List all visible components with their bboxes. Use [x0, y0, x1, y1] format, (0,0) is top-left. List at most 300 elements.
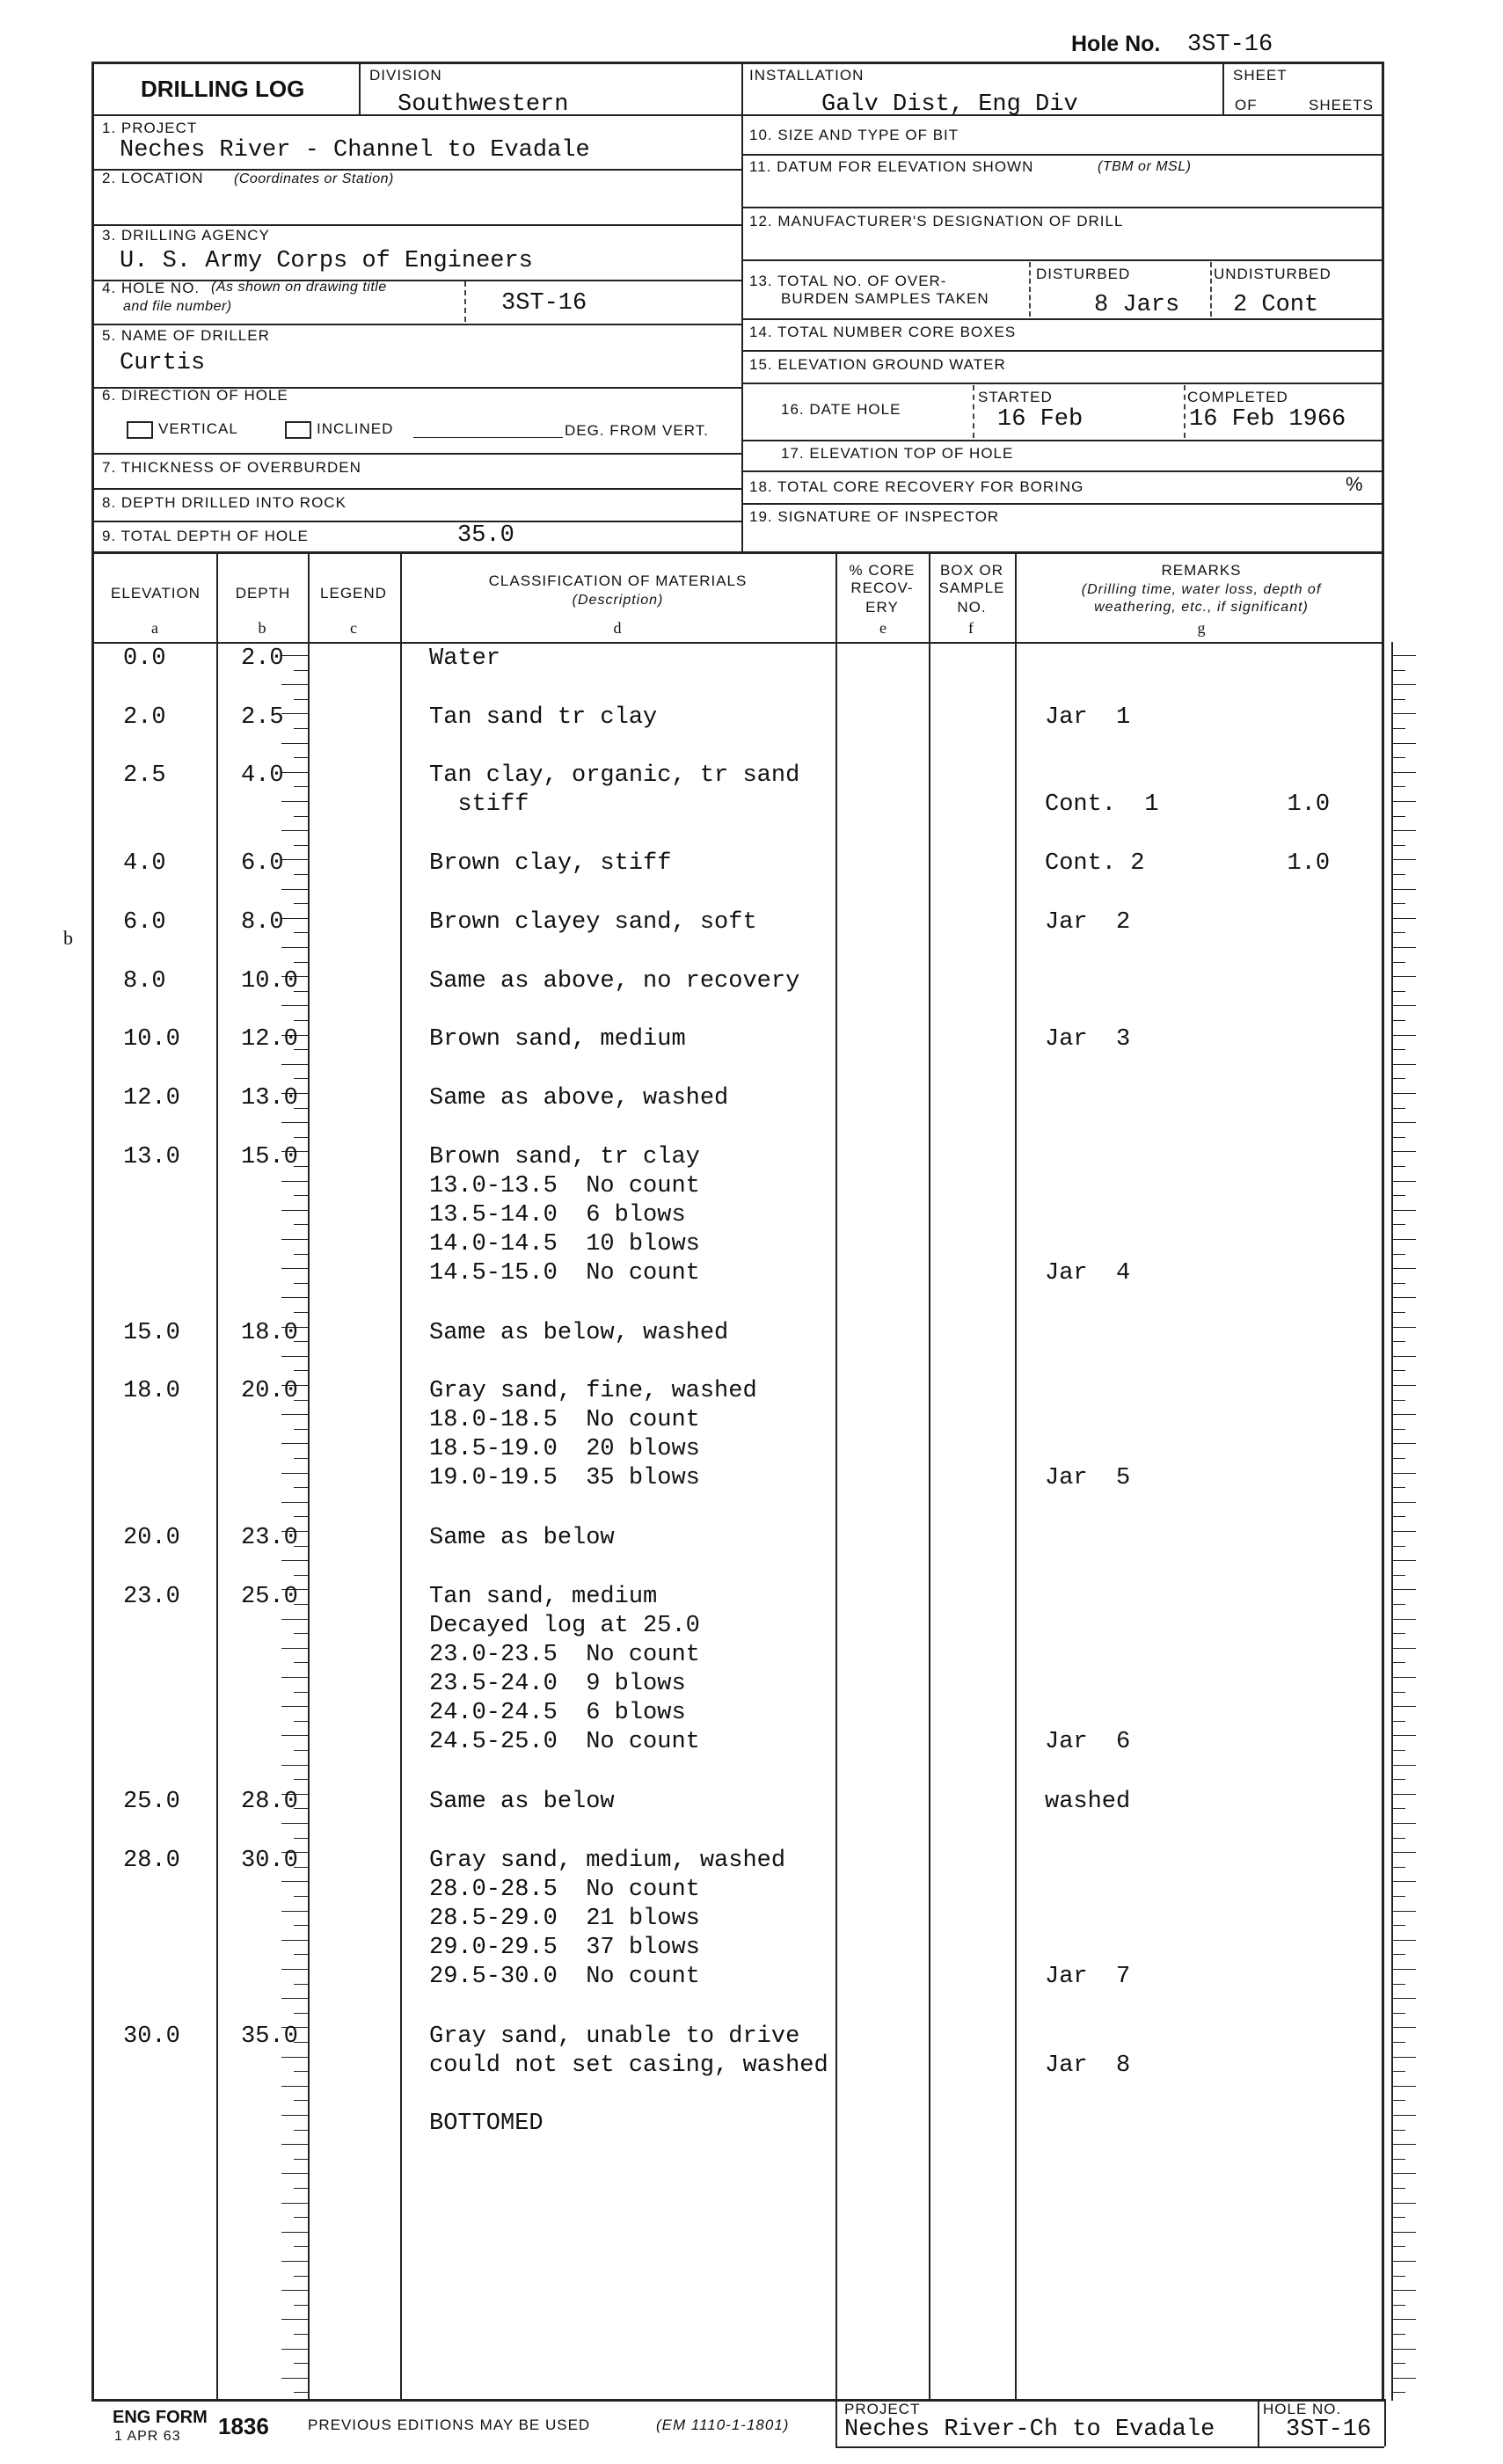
depth-tick — [294, 1575, 308, 1576]
depth-cell: 10.0 — [241, 968, 298, 995]
remarks-cell: Jar 3 — [1045, 1026, 1131, 1053]
depth-tick — [294, 786, 308, 787]
drilling-log-title: DRILLING LOG — [141, 76, 305, 102]
right-tick — [1391, 2232, 1416, 2233]
depth-tick — [294, 1078, 308, 1079]
col-letter-e: e — [879, 619, 886, 637]
col-depth-header: DEPTH — [235, 585, 291, 601]
right-tick — [1391, 2057, 1416, 2058]
depth-tick — [281, 801, 308, 802]
disturbed-label: DISTURBED — [1036, 266, 1131, 282]
depth-tick — [281, 655, 308, 656]
depth-tick — [281, 1064, 308, 1065]
depth-tick — [281, 830, 308, 831]
right-tick — [1391, 1925, 1405, 1926]
hole-no-label: 4. HOLE NO. — [102, 280, 201, 296]
depth-tick — [294, 2071, 308, 2072]
right-tick — [1391, 1984, 1405, 1985]
description-cell: Same as below, washed — [429, 1320, 729, 1346]
description-cell: Tan clay, organic, tr sand stiff — [429, 762, 800, 818]
right-tick — [1391, 1443, 1416, 1444]
right-tick — [1391, 1122, 1416, 1123]
right-tick — [1391, 1268, 1416, 1269]
right-tick — [1391, 932, 1405, 933]
depth-tick — [294, 874, 308, 875]
date-hole-label: 16. DATE HOLE — [781, 401, 901, 418]
right-tick — [1391, 2290, 1416, 2291]
right-tick — [1391, 1458, 1405, 1459]
footer-hole-label: HOLE NO. — [1263, 2401, 1342, 2417]
right-tick — [1391, 1604, 1405, 1605]
remarks-cell: Cont. 2 1.0 — [1045, 850, 1331, 877]
samples-label-2: BURDEN SAMPLES TAKEN — [781, 290, 989, 307]
depth-cell: 13.0 — [241, 1085, 298, 1112]
right-tick — [1391, 1414, 1416, 1415]
depth-tick — [281, 1414, 308, 1415]
depth-tick — [294, 1429, 308, 1430]
depth-cell: 8.0 — [241, 909, 284, 936]
depth-tick — [294, 1692, 308, 1693]
undisturbed-value: 2 Cont — [1233, 292, 1319, 318]
depth-tick — [294, 757, 308, 758]
agency-label: 3. DRILLING AGENCY — [102, 227, 270, 244]
depth-cell: 30.0 — [241, 1848, 298, 1874]
depth-tick — [281, 1473, 308, 1474]
right-tick — [1391, 1093, 1416, 1094]
right-tick — [1391, 859, 1416, 860]
right-tick — [1391, 1619, 1416, 1620]
elevation-cell: 28.0 — [123, 1848, 180, 1874]
right-tick — [1391, 1239, 1416, 1240]
depth-cell: 2.0 — [241, 645, 284, 672]
hole-no-top-label: Hole No. — [1071, 32, 1161, 56]
col-letter-b: b — [258, 619, 266, 637]
right-tick — [1391, 1954, 1405, 1955]
right-tick — [1391, 1400, 1405, 1401]
description-cell: Same as above, no recovery — [429, 968, 800, 995]
depth-tick — [281, 1122, 308, 1123]
right-tick — [1391, 889, 1416, 890]
depth-tick — [281, 1677, 308, 1678]
depth-tick — [294, 1516, 308, 1517]
depth-tick — [294, 2188, 308, 2189]
right-tick — [1391, 728, 1405, 729]
depth-tick — [294, 1487, 308, 1488]
depth-tick — [294, 1020, 308, 1021]
col-box-header-2: SAMPLE — [938, 580, 1005, 596]
datum-note: (TBM or MSL) — [1098, 159, 1192, 174]
depth-tick — [294, 1283, 308, 1284]
elevation-cell: 10.0 — [123, 1026, 180, 1053]
elevation-cell: 20.0 — [123, 1525, 180, 1551]
elevation-cell: 2.0 — [123, 704, 166, 731]
right-tick — [1391, 947, 1416, 948]
undisturbed-label: UNDISTURBED — [1214, 266, 1332, 282]
right-tick — [1391, 2013, 1405, 2014]
right-tick — [1391, 991, 1405, 992]
division-label: DIVISION — [369, 67, 442, 84]
right-tick — [1391, 2203, 1416, 2204]
description-cell: Gray sand, medium, washed 28.0-28.5 No count 28.5-29.0 21 blows 29.0-29.5 37 blows 29.5-30.0 No count — [429, 1848, 786, 1990]
core-recovery-percent: % — [1346, 473, 1364, 495]
depth-tick — [294, 699, 308, 700]
eng-form-label: ENG FORM — [113, 2408, 208, 2427]
project-value: Neches River - Channel to Evadale — [120, 137, 590, 164]
description-cell: Brown sand, tr clay 13.0-13.5 No count 13.5-14.0 6 blows 14.0-14.5 10 blows 14.5-15.0 No count — [429, 1144, 700, 1287]
right-tick — [1391, 1721, 1405, 1722]
depth-tick — [294, 1925, 308, 1926]
depth-tick — [294, 2334, 308, 2335]
depth-tick — [281, 1619, 308, 1620]
driller-label: 5. NAME OF DRILLER — [102, 327, 270, 344]
right-tick — [1391, 1516, 1405, 1517]
description-cell: Same as below — [429, 1525, 615, 1551]
right-tick — [1391, 1195, 1405, 1196]
depth-tick — [281, 2349, 308, 2350]
depth-tick — [281, 2173, 308, 2174]
location-note: (Coordinates or Station) — [234, 171, 394, 186]
right-tick — [1391, 670, 1405, 671]
right-tick — [1391, 2086, 1416, 2087]
depth-tick — [294, 2246, 308, 2247]
deg-from-vert-label: DEG. FROM VERT. — [565, 422, 709, 439]
col-letter-c: c — [350, 619, 357, 637]
depth-tick — [294, 1370, 308, 1371]
depth-tick — [281, 1969, 308, 1970]
description-cell: Tan sand tr clay — [429, 704, 658, 731]
depth-tick — [294, 1312, 308, 1313]
disturbed-value: 8 Jars — [1094, 292, 1180, 318]
right-tick — [1391, 2246, 1405, 2247]
project-label: 1. PROJECT — [102, 120, 198, 136]
description-cell: Same as below — [429, 1789, 615, 1815]
right-tick — [1391, 962, 1405, 963]
direction-label: 6. DIRECTION OF HOLE — [102, 387, 288, 404]
right-tick — [1391, 1867, 1405, 1868]
depth-tick — [294, 2392, 308, 2393]
right-tick — [1391, 2027, 1416, 2028]
vertical-checkbox[interactable] — [127, 421, 153, 439]
depth-tick — [281, 1648, 308, 1649]
right-tick — [1391, 1531, 1416, 1532]
description-cell: Tan sand, medium Decayed log at 25.0 23.0-23.5 No count 23.5-24.0 9 blows 24.0-24.5 6 blows 24.5-25.0 No count — [429, 1584, 700, 1755]
col-letter-g: g — [1197, 619, 1206, 637]
location-label: 2. LOCATION — [102, 170, 204, 186]
right-tick — [1391, 1327, 1416, 1328]
depth-tick — [281, 2232, 308, 2233]
right-tick — [1391, 801, 1416, 802]
sheet-label: SHEET — [1233, 67, 1288, 84]
depth-tick — [281, 1735, 308, 1736]
previous-editions-note: PREVIOUS EDITIONS MAY BE USED — [308, 2417, 591, 2433]
right-tick — [1391, 1735, 1416, 1736]
right-tick — [1391, 2115, 1416, 2116]
right-tick — [1391, 1969, 1416, 1970]
depth-tick — [294, 1458, 308, 1459]
right-tick — [1391, 830, 1416, 831]
elevation-cell: 6.0 — [123, 909, 166, 936]
depth-cell: 15.0 — [241, 1144, 298, 1170]
description-cell: Water — [429, 645, 501, 672]
depth-tick — [281, 2086, 308, 2087]
description-cell: Brown sand, medium — [429, 1026, 686, 1053]
elevation-cell: 12.0 — [123, 1085, 180, 1112]
depth-tick — [294, 2276, 308, 2277]
right-tick — [1391, 2363, 1405, 2364]
right-tick — [1391, 2349, 1416, 2350]
depth-cell: 35.0 — [241, 2023, 298, 2050]
right-tick — [1391, 2261, 1416, 2262]
em-reference: (EM 1110-1-1801) — [656, 2417, 790, 2433]
eng-form-number: 1836 — [218, 2413, 269, 2439]
right-tick — [1391, 1064, 1416, 1065]
depth-tick — [281, 1443, 308, 1444]
inclined-checkbox[interactable] — [285, 421, 311, 439]
right-tick — [1391, 743, 1416, 744]
col-remarks-header: REMARKS — [1161, 562, 1242, 579]
right-tick — [1391, 1137, 1405, 1138]
depth-tick — [294, 2100, 308, 2101]
depth-tick — [281, 684, 308, 685]
right-tick — [1391, 845, 1405, 846]
depth-tick — [281, 772, 308, 773]
right-tick — [1391, 2144, 1416, 2145]
right-tick — [1391, 655, 1416, 656]
right-tick — [1391, 2173, 1416, 2174]
right-tick — [1391, 1838, 1405, 1839]
right-tick — [1391, 1794, 1416, 1795]
right-tick — [1391, 699, 1405, 700]
depth-cell: 25.0 — [241, 1584, 298, 1610]
right-tick — [1391, 1575, 1405, 1576]
depth-tick — [281, 1706, 308, 1707]
depth-tick — [294, 1984, 308, 1985]
right-tick — [1391, 2130, 1405, 2131]
col-remarks-sub-1: (Drilling time, water loss, depth of — [1081, 582, 1322, 597]
right-tick — [1391, 1487, 1405, 1488]
depth-tick — [281, 713, 308, 714]
right-tick — [1391, 2334, 1405, 2335]
depth-tick — [281, 1765, 308, 1766]
depth-tick — [294, 1721, 308, 1722]
started-label: STARTED — [978, 389, 1053, 405]
footer-project-label: PROJECT — [844, 2401, 921, 2417]
core-recovery-label: 18. TOTAL CORE RECOVERY FOR BORING — [749, 478, 1084, 495]
inclined-option[interactable] — [285, 420, 393, 439]
right-tick — [1391, 1151, 1416, 1152]
depth-tick — [281, 918, 308, 919]
depth-cell: 20.0 — [241, 1378, 298, 1404]
remarks-cell: Jar 7 — [1045, 1964, 1131, 1990]
remarks-cell: washed — [1045, 1789, 1131, 1815]
right-tick — [1391, 1429, 1405, 1430]
depth-tick — [294, 1896, 308, 1897]
depth-tick — [281, 1297, 308, 1298]
right-tick — [1391, 903, 1405, 904]
eng-form-date: 1 APR 63 — [114, 2429, 181, 2444]
right-tick — [1391, 1998, 1416, 1999]
right-tick — [1391, 2159, 1405, 2160]
depth-tick — [281, 1940, 308, 1941]
samples-label-1: 13. TOTAL NO. OF OVER- — [749, 273, 947, 289]
right-tick — [1391, 2217, 1405, 2218]
right-tick — [1391, 2305, 1405, 2306]
remarks-cell: Jar 1 — [1045, 704, 1131, 731]
right-tick — [1391, 2042, 1405, 2043]
driller-value: Curtis — [120, 350, 206, 376]
col-box-header-1: BOX OR — [939, 562, 1004, 579]
right-tick — [1391, 684, 1416, 685]
depth-tick — [294, 2013, 308, 2014]
right-tick — [1391, 1546, 1405, 1547]
right-tick — [1391, 757, 1405, 758]
ground-water-label: 15. ELEVATION GROUND WATER — [749, 356, 1006, 373]
depth-tick — [294, 1633, 308, 1634]
col-core-header-2: RECOV- — [850, 580, 914, 596]
right-tick — [1391, 1005, 1416, 1006]
elevation-cell: 0.0 — [123, 645, 166, 672]
col-legend-header: LEGEND — [320, 585, 387, 601]
header-frame — [91, 62, 1384, 554]
hole-no-note1: (As shown on drawing title — [211, 280, 387, 295]
depth-tick — [281, 2378, 308, 2379]
vertical-label: VERTICAL — [158, 420, 238, 437]
col-classification-header: CLASSIFICATION OF MATERIALS — [488, 572, 748, 589]
right-tick — [1391, 1662, 1405, 1663]
right-tick — [1391, 1502, 1416, 1503]
right-tick — [1391, 2071, 1405, 2072]
depth-cell: 6.0 — [241, 850, 284, 877]
right-tick — [1391, 1881, 1416, 1882]
col-letter-a: a — [151, 619, 158, 637]
right-tick — [1391, 2392, 1405, 2393]
completed-value: 16 Feb 1966 — [1189, 406, 1346, 433]
depth-tick — [281, 2261, 308, 2262]
depth-tick — [281, 2115, 308, 2116]
depth-tick — [294, 1137, 308, 1138]
right-tick — [1391, 1254, 1405, 1255]
right-tick — [1391, 1224, 1405, 1225]
col-classification-sub: (Description) — [572, 593, 664, 608]
bit-label: 10. SIZE AND TYPE OF BIT — [749, 127, 959, 143]
depth-tick — [294, 1254, 308, 1255]
depth-tick — [281, 2290, 308, 2291]
hole-no-note2: and file number) — [123, 299, 232, 314]
depth-tick — [294, 1662, 308, 1663]
depth-tick — [281, 743, 308, 744]
description-cell: Gray sand, fine, washed 18.0-18.5 No count 18.5-19.0 20 blows 19.0-19.5 35 blows — [429, 1378, 757, 1491]
depth-tick — [281, 859, 308, 860]
top-of-hole-label: 17. ELEVATION TOP OF HOLE — [781, 445, 1014, 462]
rock-label: 8. DEPTH DRILLED INTO ROCK — [102, 494, 347, 511]
inspector-label: 19. SIGNATURE OF INSPECTOR — [749, 508, 1000, 525]
description-cell: Gray sand, unable to drive could not set casing, washed BOTTOMED — [429, 2023, 828, 2137]
datum-label: 11. DATUM FOR ELEVATION SHOWN — [749, 158, 1034, 175]
elevation-cell: 4.0 — [123, 850, 166, 877]
right-tick — [1391, 1911, 1416, 1912]
right-tick — [1391, 1560, 1416, 1561]
right-tick — [1391, 772, 1416, 773]
col-box-header-3: NO. — [957, 599, 987, 616]
depth-tick — [294, 2130, 308, 2131]
depth-tick — [294, 845, 308, 846]
inclined-label: INCLINED — [317, 420, 394, 437]
right-tick — [1391, 1940, 1416, 1941]
depth-tick — [281, 1998, 308, 1999]
depth-tick — [281, 2057, 308, 2058]
elevation-cell: 23.0 — [123, 1584, 180, 1610]
depth-cell: 2.5 — [241, 704, 284, 731]
right-tick — [1391, 1677, 1416, 1678]
right-tick — [1391, 1049, 1405, 1050]
vertical-option[interactable] — [127, 420, 238, 439]
right-tick — [1391, 1297, 1416, 1298]
col-remarks-sub-2: weathering, etc., if significant) — [1094, 600, 1309, 615]
depth-tick — [294, 816, 308, 817]
depth-tick — [281, 1005, 308, 1006]
right-tick — [1391, 1779, 1405, 1780]
installation-value: Galv Dist, Eng Div — [821, 91, 1078, 118]
completed-label: COMPLETED — [1187, 389, 1288, 405]
depth-tick — [294, 932, 308, 933]
remarks-cell: Cont. 1 1.0 — [1045, 791, 1331, 818]
remarks-cell: Jar 4 — [1045, 1260, 1131, 1287]
depth-cell: 18.0 — [241, 1320, 298, 1346]
depth-tick — [294, 1838, 308, 1839]
right-tick — [1391, 1589, 1416, 1590]
depth-tick — [281, 1823, 308, 1824]
total-depth-value: 35.0 — [457, 522, 514, 549]
right-tick — [1391, 1896, 1405, 1897]
right-tick — [1391, 1370, 1405, 1371]
right-tick — [1391, 1750, 1405, 1751]
manufacturer-label: 12. MANUFACTURER'S DESIGNATION OF DRILL — [749, 213, 1124, 230]
of-label: OF — [1235, 97, 1258, 113]
right-tick — [1391, 1356, 1416, 1357]
right-tick — [1391, 1210, 1416, 1211]
depth-tick — [294, 1954, 308, 1955]
margin-mark: b — [63, 927, 73, 949]
right-tick — [1391, 2276, 1405, 2277]
right-tick — [1391, 1108, 1405, 1109]
right-tick — [1391, 2100, 1405, 2101]
depth-cell: 23.0 — [241, 1525, 298, 1551]
right-tick — [1391, 1648, 1416, 1649]
depth-tick — [281, 2319, 308, 2320]
depth-tick — [281, 1210, 308, 1211]
depth-tick — [294, 2217, 308, 2218]
depth-tick — [281, 889, 308, 890]
depth-tick — [281, 1502, 308, 1503]
right-tick — [1391, 1020, 1405, 1021]
elevation-cell: 18.0 — [123, 1378, 180, 1404]
depth-tick — [281, 2203, 308, 2204]
depth-cell: 4.0 — [241, 762, 284, 789]
right-tick — [1391, 1473, 1416, 1474]
depth-tick — [294, 1224, 308, 1225]
sheets-label: SHEETS — [1309, 97, 1375, 113]
right-tick — [1391, 1078, 1405, 1079]
description-cell: Brown clayey sand, soft — [429, 909, 757, 936]
started-value: 16 Feb — [997, 406, 1083, 433]
col-elevation-header: ELEVATION — [111, 585, 201, 601]
right-tick — [1391, 1765, 1416, 1766]
installation-label: INSTALLATION — [749, 67, 865, 84]
right-tick — [1391, 1808, 1405, 1809]
right-tick — [1391, 2188, 1405, 2189]
depth-tick — [281, 1268, 308, 1269]
remarks-cell: Jar 2 — [1045, 909, 1131, 936]
